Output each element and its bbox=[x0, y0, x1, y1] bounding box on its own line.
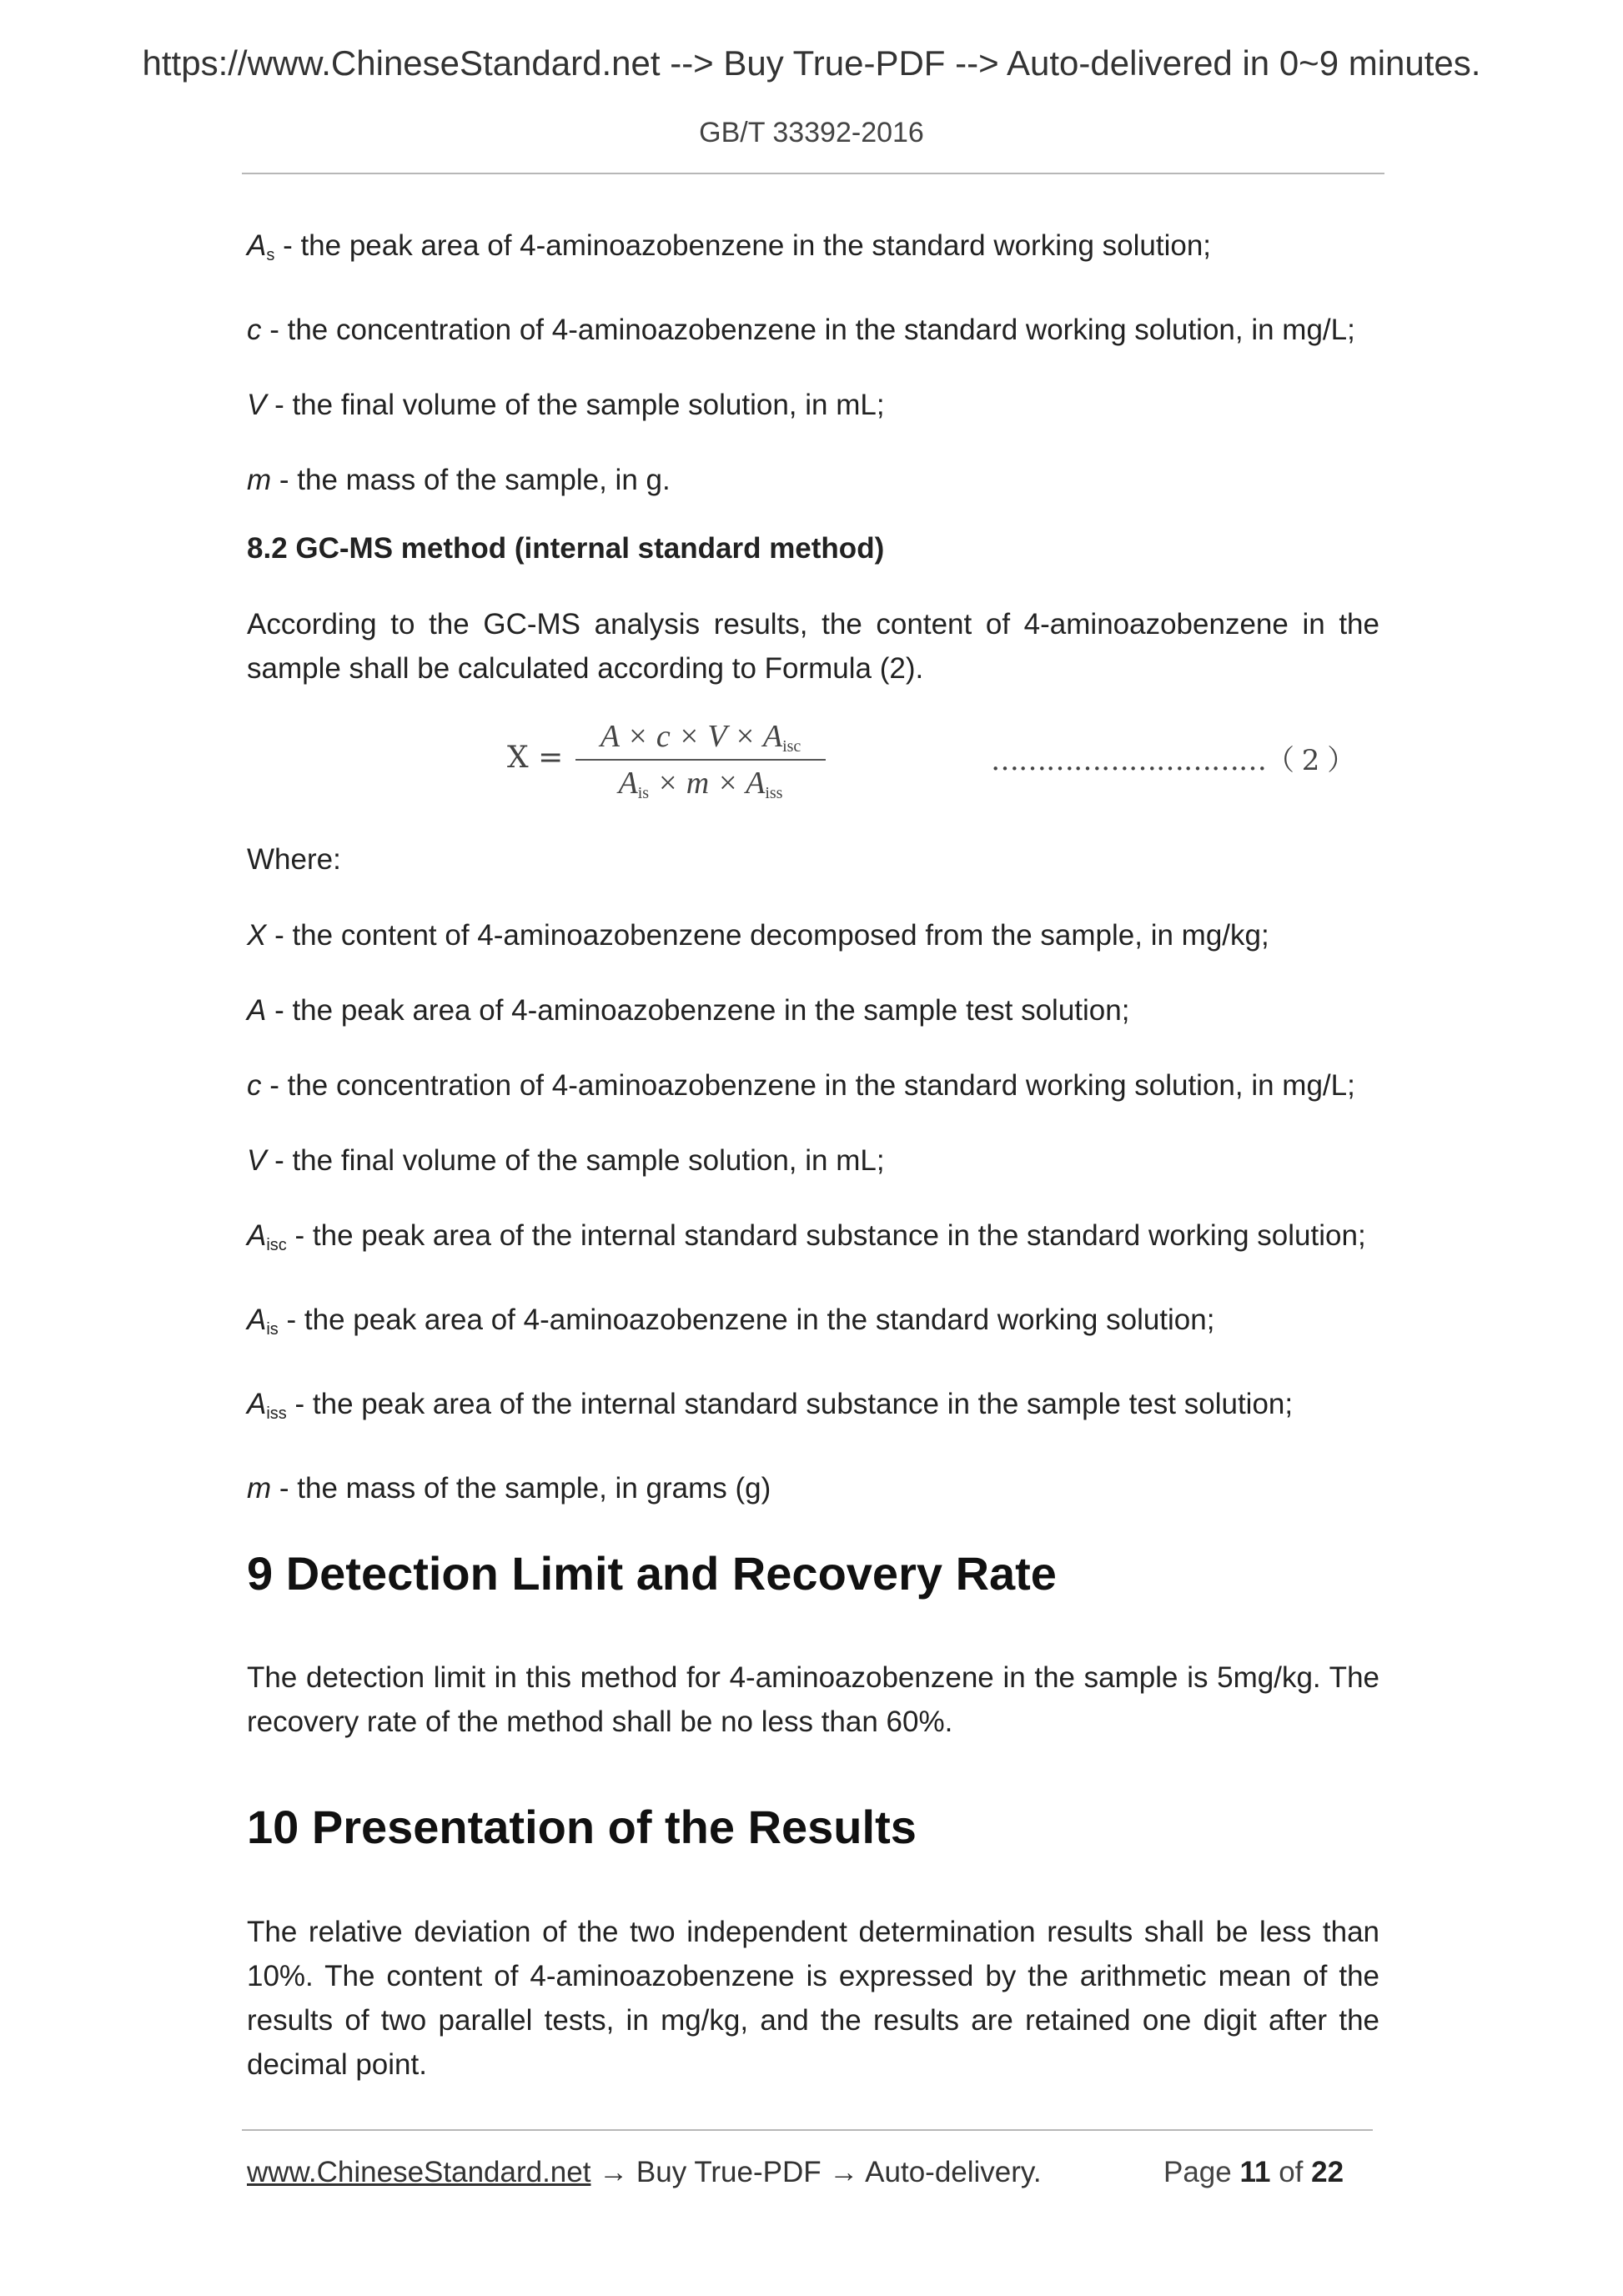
formula-numerator: A × c × V × Aisc bbox=[600, 719, 801, 756]
header-banner: https://www.ChineseStandard.net --> Buy True-PDF --> Auto-delivered in 0~9 minutes. bbox=[142, 43, 1481, 83]
section-10-heading: 10 Presentation of the Results bbox=[247, 1801, 917, 1853]
section-9-body: The detection limit in this method for 4-aminoazobenzene in the sample is 5mg/kg. The recovery rate of the method shall be no less than 60%. bbox=[247, 1661, 1379, 1738]
formula-denominator: Ais × m × Aiss bbox=[618, 766, 783, 802]
footer-left bbox=[247, 2156, 1042, 2189]
definition-line: A - the peak area of 4-aminoazobenzene in the sample test solution; bbox=[247, 994, 1130, 1027]
section-9-heading: 9 Detection Limit and Recovery Rate bbox=[247, 1547, 1057, 1600]
definition-line: $A_{iss}$ - the peak area of the internal standard substance in the sample test solution; bbox=[247, 1388, 1294, 1423]
section-intro: According to the GC-MS analysis results, the content of 4-aminoazobenzene in the sample shall be calculated according to Formula (2). bbox=[247, 608, 1379, 685]
section-8-2 bbox=[247, 527, 1379, 570]
footer-tagline: → Buy True-PDF → Auto-delivery. bbox=[590, 2156, 1042, 2188]
document-number: GB/T 33392-2016 bbox=[699, 117, 924, 148]
where-label: Where: bbox=[247, 843, 341, 876]
definition-line: m - the mass of the sample, in g. bbox=[247, 464, 671, 496]
formula-lhs: X = bbox=[507, 741, 564, 775]
footer-site-link[interactable]: www.ChineseStandard.net bbox=[247, 2156, 591, 2188]
definition-line: $A_{is}$ - the peak area of 4-aminoazobenzene in the standard working solution; bbox=[247, 1304, 1215, 1339]
definition-line: V - the final volume of the sample solution, in mL; bbox=[247, 389, 885, 421]
page-number: 11 bbox=[1239, 2156, 1271, 2188]
definition-line: V - the final volume of the sample solution, in mL; bbox=[247, 1144, 885, 1177]
definition-line: $A_s$ - the peak area of 4-aminoazobenzene in the standard working solution; bbox=[247, 229, 1212, 264]
definition-line: $A_{isc}$ - the peak area of the internal standard substance in the standard working solution; bbox=[247, 1219, 1366, 1254]
definition-line: c - the concentration of 4-aminoazobenzene in the standard working solution, in mg/L; bbox=[247, 314, 1355, 346]
definitions-list bbox=[247, 914, 1379, 1510]
formula-number: …………………………（ 2 ） bbox=[991, 744, 1355, 777]
section-heading: 8.2 GC-MS method (internal standard method) bbox=[247, 532, 885, 565]
definition-line: m - the mass of the sample, in grams (g) bbox=[247, 1472, 771, 1505]
page-indicator: Page 11 of 22 bbox=[1163, 2156, 1344, 2188]
fraction-bar bbox=[575, 759, 826, 761]
definition-line: X - the content of 4-aminoazobenzene decomposed from the sample, in mg/kg; bbox=[247, 919, 1269, 952]
formula-2 bbox=[500, 716, 1384, 807]
page-total: 22 bbox=[1311, 2156, 1344, 2188]
definitions-top bbox=[247, 224, 1379, 502]
formula-fraction bbox=[575, 716, 826, 804]
header-divider bbox=[242, 173, 1384, 174]
definition-line: c - the concentration of 4-aminoazobenzene in the standard working solution, in mg/L; bbox=[247, 1069, 1355, 1102]
footer-divider bbox=[242, 2129, 1373, 2131]
section-10-body: The relative deviation of the two independent determination results shall be less than 10%. The content of 4-aminoazobenzene is expressed by the arithmetic mean of the results of two parallel tests, in mg/kg, and the results are retained one digit after the decimal point. bbox=[247, 1916, 1379, 2081]
